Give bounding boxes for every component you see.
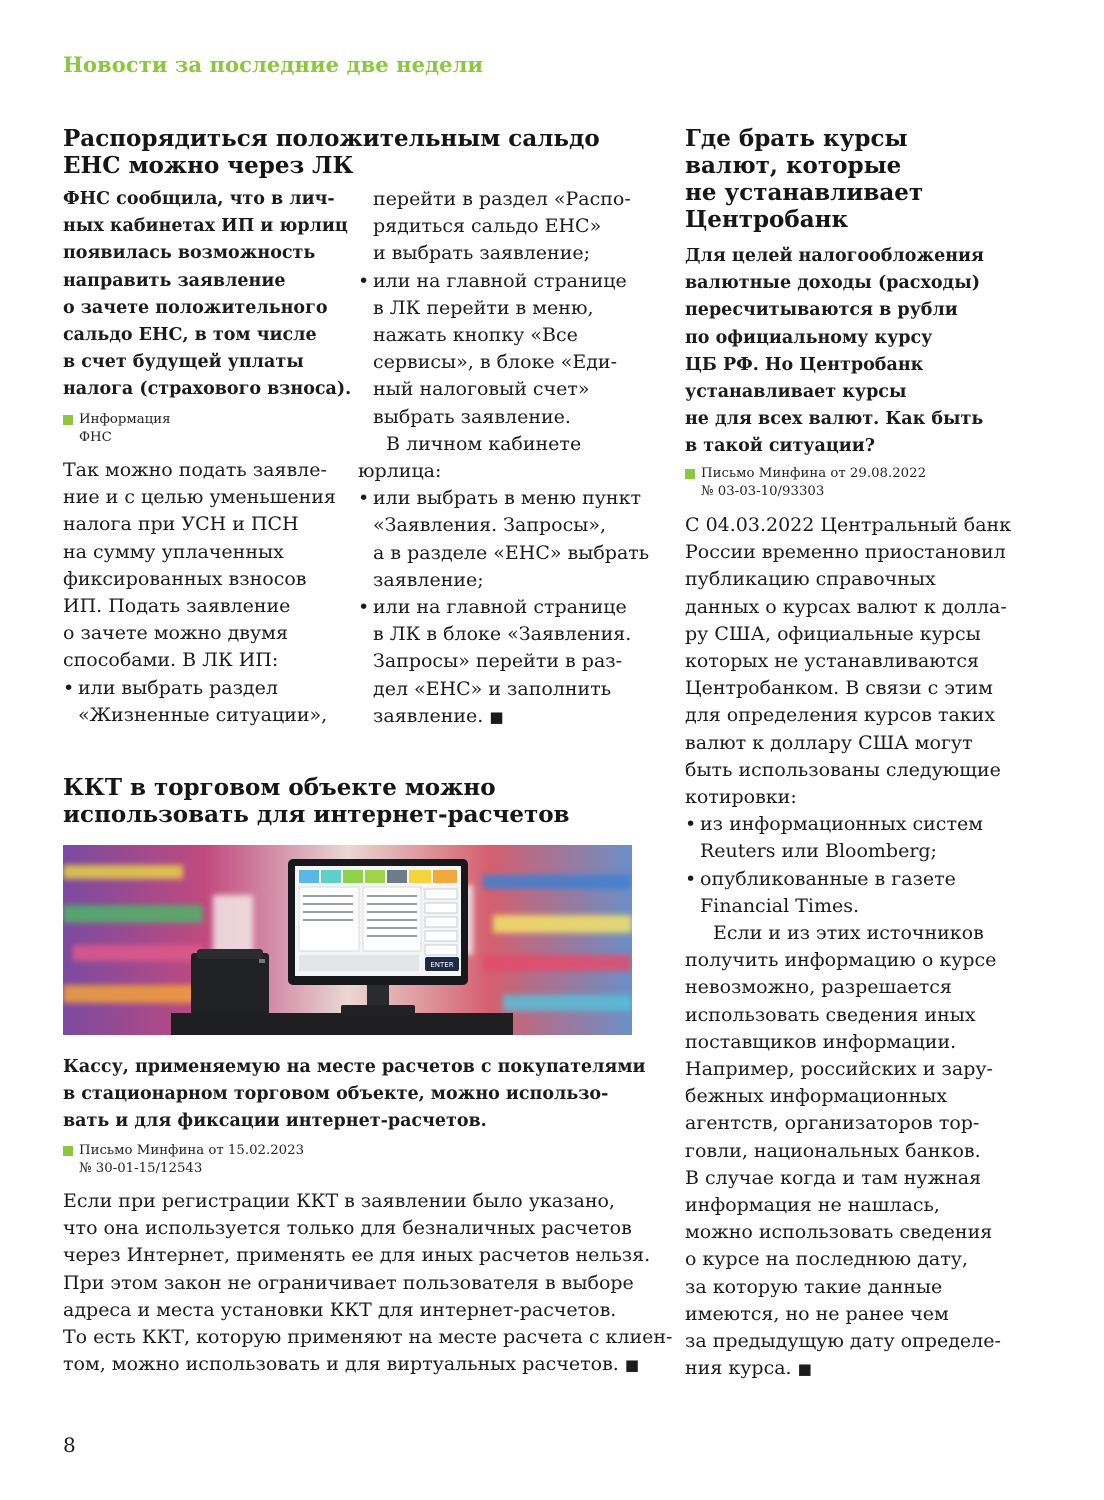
pos-tab: [409, 870, 431, 883]
article2-lead: Кассу, применяемую на месте расчетов с покупателями в стационарном торговом объекте, можно использо- вать и для фиксации интернет-расчетов.: [63, 1057, 646, 1132]
end-mark-icon: ■: [624, 1356, 640, 1375]
pos-tab: [387, 870, 407, 883]
pos-tab: [433, 870, 457, 883]
source-marker-icon: [685, 469, 695, 479]
article3-source: Письмо Минфина от 29.08.2022 № 03-03-10/93303: [685, 465, 926, 501]
pos-enter-button-label: ENTER: [430, 961, 454, 969]
pos-tab: [365, 870, 385, 883]
article2-body: Если при регистрации ККТ в заявлении было указано, что она используется только для безналичных расчетов через Интернет, применять ее для иных расчетов нельзя. При этом закон не ограничивает пользователя в выборе адреса и места установки ККТ для интернет-расчетов. То есть ККТ, которую применяют на месте расчета с клиен- том, можно использовать и для виртуальных расчетов. ■: [63, 1190, 673, 1376]
article1-source: Информация ФНС: [63, 411, 170, 447]
article1-col2: перейти в раздел «Распо- рядиться сальдо ЕНС» и выбрать заявление; • или на главной странице в ЛК перейти в меню, нажать кнопку «Все сервисы», в блоке «Еди- ный налоговый счет» выбрать заявление. В личном кабинете юрлица: • или выбрать в меню пункт «Заявления. Запросы», а в разделе «ЕНС» выбрать заявление; • или на главной странице в ЛК в блоке «Заявления. Запросы» перейти в раз- дел «ЕНС» и заполнить заявление. ■: [358, 186, 649, 731]
list-item: • или выбрать в меню пункт: [358, 485, 649, 512]
source-marker-icon: [63, 415, 73, 425]
article3-title: Где брать курсы валют, которые не устанавливает Центробанк: [685, 125, 924, 233]
article3-body: С 04.03.2022 Центральный банк России временно приостановил публикацию справочных данных о курсах валют к долла- ру США, официальные курсы которых не устанавливаются Центробанком. В связи с этим для определения курсов таких валют к доллару США могут быть использованы следующие котировки: • из информационных систем Reuters или Bloomberg; • опубликованные в газете Financial Times. Если и из этих источников получить информацию о курсе невозможно, разрешается использовать сведения иных поставщиков информации. Например, российских и зару- бежных информационных агентств, организаторов тор- говли, национальных банков. В случае когда и там нужная информация не нашлась, можно использовать сведения о курсе на последнюю дату, за которую такие данные имеются, но не ранее чем за предыдущую дату определе- ния курса. ■: [685, 512, 1011, 1384]
article1-lead: ФНС сообщила, что в лич- ных кабинетах ИП и юрлиц появилась возможность направить заявление о зачете положительного сальдо ЕНС, в том числе в счет будущей уплаты налога (страхового взноса).: [63, 189, 352, 400]
page-number: 8: [63, 1433, 76, 1457]
list-item: • или выбрать раздел: [63, 675, 336, 702]
end-mark-icon: ■: [797, 1360, 812, 1379]
list-item: • или на главной странице: [358, 268, 649, 295]
source-marker-icon: [63, 1146, 73, 1156]
pos-terminal-photo: [63, 845, 632, 1035]
pos-tab: [321, 870, 341, 883]
list-item: • из информационных систем: [685, 811, 1011, 838]
list-item: • или на главной странице: [358, 594, 649, 621]
article2-source: Письмо Минфина от 15.02.2023 № 30-01-15/12543: [63, 1142, 304, 1178]
list-item: • опубликованные в газете: [685, 866, 1011, 893]
section-label: Новости за последние две недели: [63, 52, 484, 77]
article2-title: ККТ в торговом объекте можно использовать для интернет-расчетов: [63, 774, 570, 828]
end-mark-icon: ■: [489, 707, 504, 726]
pos-tab: [299, 870, 319, 883]
article1-col1: Так можно подать заявле- ние и с целью уменьшения налога при УСН и ПСН на сумму уплаченных фиксированных взносов ИП. Подать заявление о зачете можно двумя способами. В ЛК ИП: • или выбрать раздел «Жизненные ситуации»,: [63, 457, 336, 729]
article3-lead: Для целей налогообложения валютные доходы (расходы) пересчитываются в рубли по официальному курсу ЦБ РФ. Но Центробанк устанавливает курсы не для всех валют. Как быть в такой ситуации?: [685, 246, 984, 457]
pos-tab: [343, 870, 363, 883]
article1-title: Распорядиться положительным сальдо ЕНС можно через ЛК: [63, 125, 600, 179]
